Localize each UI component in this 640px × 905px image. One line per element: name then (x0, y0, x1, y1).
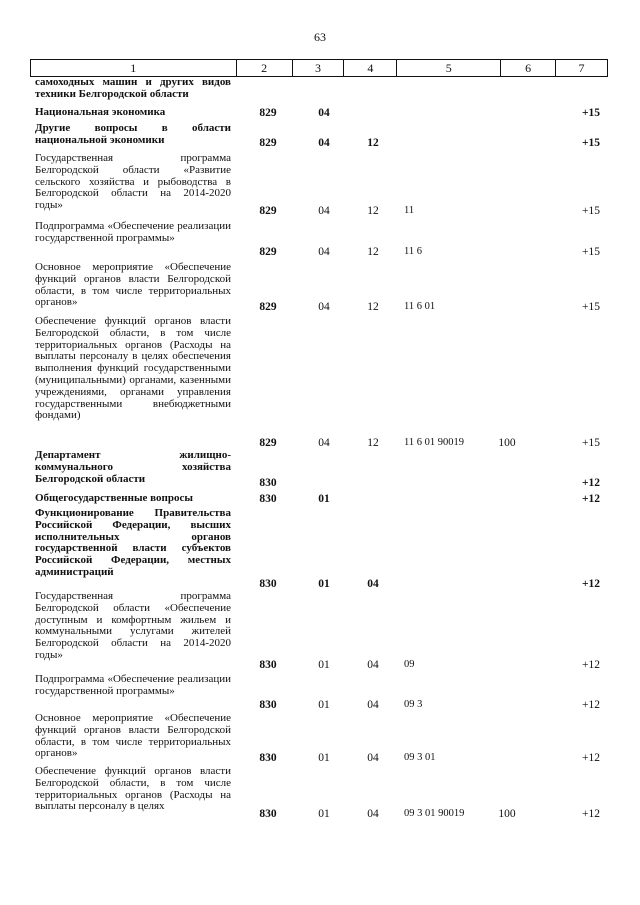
row-ministry-code: 830 (259, 808, 277, 820)
row-ministry-code: 830 (259, 752, 277, 764)
row-ministry-code: 830 (259, 493, 277, 505)
row-ministry-code: 829 (259, 246, 277, 258)
row-expense-type: 100 (498, 437, 516, 449)
row-amount: +12 (581, 578, 600, 590)
row-subsection-code: 04 (367, 578, 379, 590)
row-target-code: 09 3 01 (404, 752, 436, 763)
row-subsection-code: 12 (367, 301, 379, 313)
row-section-code: 04 (318, 107, 330, 119)
row-section-code: 01 (318, 699, 330, 711)
row-subsection-code: 04 (367, 752, 379, 764)
row-ministry-code: 829 (259, 437, 277, 449)
column-header-7: 7 (556, 60, 608, 77)
row-amount: +15 (582, 246, 600, 258)
row-subsection-code: 12 (367, 205, 379, 217)
row-target-code: 11 6 01 (404, 301, 436, 312)
column-header-3: 3 (292, 60, 344, 77)
row-name: Департамент жилищно-коммунального хозяйства Белгородской области (35, 449, 231, 485)
row-amount: +12 (582, 659, 600, 671)
row-subsection-code: 12 (367, 437, 379, 449)
column-header-4: 4 (344, 60, 397, 77)
column-header-6: 6 (501, 60, 556, 77)
row-target-code: 09 3 01 90019 (404, 808, 465, 819)
row-target-code: 09 (404, 659, 415, 670)
row-amount: +12 (582, 752, 600, 764)
row-ministry-code: 829 (259, 205, 277, 217)
row-section-code: 01 (318, 808, 330, 820)
row-name: самоходных машин и других видов техники Белгородской области (35, 76, 231, 100)
row-target-code: 11 6 01 90019 (404, 437, 464, 448)
row-target-code: 11 (404, 205, 415, 216)
column-header-5: 5 (397, 60, 501, 77)
column-header-row (30, 59, 608, 77)
row-ministry-code: 829 (259, 301, 277, 313)
column-header-1: 1 (31, 60, 237, 77)
row-name: Национальная экономика (35, 106, 166, 118)
column-header-2: 2 (236, 60, 292, 77)
row-name: Другие вопросы в области национальной экономики (35, 122, 231, 146)
row-section-code: 01 (318, 493, 330, 505)
row-section-code: 04 (318, 246, 330, 258)
row-name: Основное мероприятие «Обеспечение функций органов власти Белгородской области, в том числе территориальных органов» (35, 261, 231, 309)
row-name: Функционирование Правительства Российской Федерации, высших исполнительных органов государственной власти субъектов Российской Федерации, местных администраций (35, 507, 231, 578)
row-target-code: 09 3 (404, 699, 423, 710)
row-subsection-code: 04 (367, 808, 379, 820)
row-ministry-code: 829 (259, 107, 277, 119)
row-subsection-code: 04 (367, 659, 379, 671)
row-name: Подпрограмма «Обеспечение реализации государственной программы» (35, 673, 231, 697)
row-expense-type: 100 (498, 808, 516, 820)
row-amount: +12 (582, 699, 600, 711)
row-name: Подпрограмма «Обеспечение реализации государственной программы» (35, 220, 231, 244)
row-ministry-code: 830 (259, 659, 277, 671)
row-ministry-code: 829 (259, 137, 277, 149)
row-section-code: 01 (318, 752, 330, 764)
row-amount: +15 (582, 437, 600, 449)
row-amount: +12 (581, 477, 600, 489)
row-section-code: 01 (318, 578, 330, 590)
row-subsection-code: 12 (367, 246, 379, 258)
row-name: Обеспечение функций органов власти Белгородской области, в том числе территориальных органов (Расходы на выплаты персоналу в целях обеспечения выполнения функций государственными (муниципальными) органами, казенными учреждениями, органами управления государственными внебюджетными фондами) (35, 315, 231, 422)
row-section-code: 01 (318, 659, 330, 671)
row-amount: +15 (582, 205, 600, 217)
row-amount: +12 (581, 493, 600, 505)
row-name: Государственная программа Белгородской области «Обеспечение доступным и комфортным жильем и коммунальными услугами жителей Белгородской области на 2014-2020 годы» (35, 590, 231, 661)
row-amount: +12 (582, 808, 600, 820)
row-subsection-code: 12 (367, 137, 379, 149)
row-name: Государственная программа Белгородской области «Развитие сельского хозяйства и рыбоводства в Белгородской области на 2014-2020 годы» (35, 152, 231, 212)
row-ministry-code: 830 (259, 578, 277, 590)
page-number: 63 (314, 30, 326, 44)
row-section-code: 04 (318, 301, 330, 313)
row-amount: +15 (582, 301, 600, 313)
row-name: Обеспечение функций органов власти Белгородской области, в том числе территориальных органов (Расходы на выплаты персоналу в целях (35, 765, 231, 813)
row-section-code: 04 (318, 137, 330, 149)
row-section-code: 04 (318, 205, 330, 217)
row-amount: +15 (581, 107, 600, 119)
row-name: Основное мероприятие «Обеспечение функций органов власти Белгородской области, в том числе территориальных органов» (35, 712, 231, 760)
row-target-code: 11 6 (404, 246, 422, 257)
row-section-code: 04 (318, 437, 330, 449)
row-name: Общегосударственные вопросы (35, 492, 193, 504)
row-ministry-code: 830 (259, 477, 277, 489)
row-amount: +15 (581, 137, 600, 149)
row-subsection-code: 04 (367, 699, 379, 711)
row-ministry-code: 830 (259, 699, 277, 711)
